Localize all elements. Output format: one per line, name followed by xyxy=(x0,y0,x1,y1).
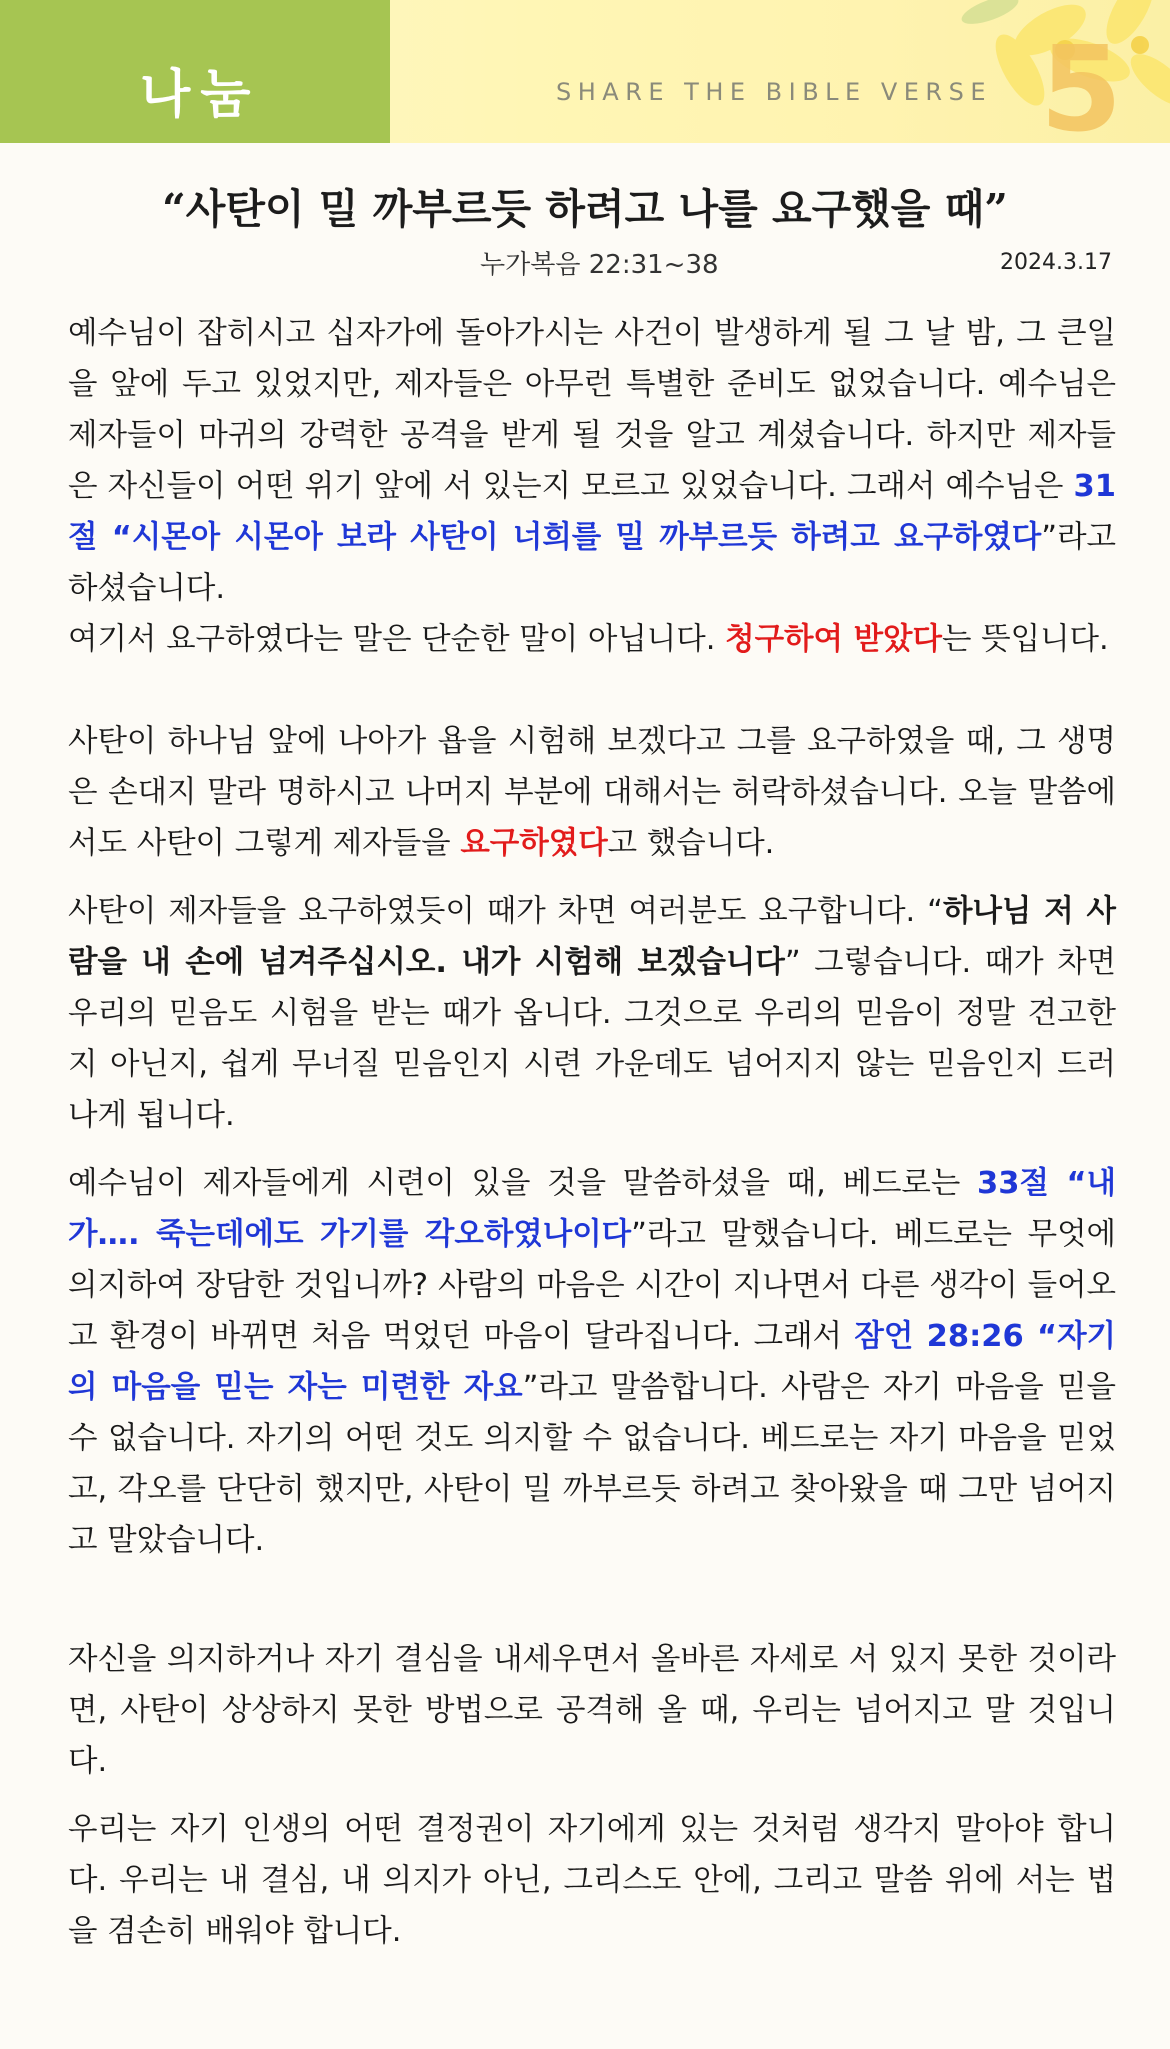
paragraph-3 xyxy=(68,716,1116,869)
emphasis-text: 청구하여 받았다 xyxy=(725,622,942,657)
paragraph-6 xyxy=(68,1634,1116,1787)
paragraph-text: 는 뜻입니다. xyxy=(941,622,1109,657)
paragraph-7 xyxy=(68,1804,1116,1957)
verse-quote: 33절 “내가…. 죽는데에도 가기를 각오하였나이다 xyxy=(68,1166,1116,1252)
paragraph-2 xyxy=(68,614,1116,665)
paragraph-text: 예수님이 잡히시고 십자가에 돌아가시는 사건이 발생하게 될 그 날 밤, 그 큰일을 앞에 두고 있었지만, 제자들은 아무런 특별한 준비도 없었습니다. 예수님은 제자들이 마귀의 강력한 공격을 받게 될 것을 알고 계셨습니다. 하지만 제자들은 자신들이 어떤 위기 앞에 서 있는지 모르고 있었습니다. 그래서 예수님은 xyxy=(68,316,1116,504)
section-tag: 나눔 xyxy=(0,0,390,143)
section-subtitle: SHARE THE BIBLE VERSE xyxy=(556,78,992,106)
paragraph-text: 예수님이 제자들에게 시련이 있을 것을 말씀하셨을 때, 베드로는 xyxy=(68,1166,977,1201)
paragraph-text: ”라고 말했습니다. 베드로는 무엇에 의지하여 장담한 것입니까? 사람의 마음은 시간이 지나면서 다른 생각이 들어오고 환경이 바뀌면 처음 먹었던 마음이 달라집니다. 그래서 xyxy=(68,1217,1116,1354)
header-banner xyxy=(0,0,1170,143)
paragraph-text: 사탄이 제자들을 요구하였듯이 때가 차면 여러분도 요구합니다. “ xyxy=(68,894,943,929)
sermon-date: 2024.3.17 xyxy=(1000,250,1112,275)
paragraph-text: 자신을 의지하거나 자기 결심을 내세우면서 올바른 자세로 서 있지 못한 것이라면, 사탄이 상상하지 못한 방법으로 공격해 올 때, 우리는 넘어지고 말 것입니다. xyxy=(68,1642,1116,1779)
bold-quote: 하나님 저 사람을 내 손에 넘겨주십시오. 내가 시험해 보겠습니다 xyxy=(68,894,1116,980)
verse-quote: 잠언 28:26 “자기의 마음을 믿는 자는 미련한 자요 xyxy=(68,1319,1116,1405)
issue-number: 5 xyxy=(1040,20,1123,143)
flower-icon xyxy=(900,0,1170,143)
paragraph-4 xyxy=(68,886,1116,1141)
verse-quote: 31절 “시몬아 시몬아 보라 사탄이 너희를 밀 까부르듯 하려고 요구하였다 xyxy=(68,469,1116,555)
paragraph-text: 여기서 요구하였다는 말은 단순한 말이 아닙니다. xyxy=(68,622,726,657)
paragraph-1 xyxy=(68,308,1116,614)
paragraph-text: 우리는 자기 인생의 어떤 결정권이 자기에게 있는 것처럼 생각지 말아야 합니다. 우리는 내 결심, 내 의지가 아닌, 그리스도 안에, 그리고 말씀 위에 서는 법을 겸손히 배워야 합니다. xyxy=(68,1812,1116,1949)
paragraph-text: ”라고 하셨습니다. xyxy=(68,520,1116,606)
paragraph-text: ”라고 말씀합니다. 사람은 자기 마음을 믿을 수 없습니다. 자기의 어떤 것도 의지할 수 없습니다. 베드로는 자기 마음을 믿었고, 각오를 단단히 했지만, 사탄이 밀 까부르듯 하려고 찾아왔을 때 그만 넘어지고 말았습니다. xyxy=(68,1370,1116,1558)
paragraph-5 xyxy=(68,1158,1116,1566)
sermon-title: “사탄이 밀 까부르듯 하려고 나를 요구했을 때” xyxy=(162,185,1008,233)
emphasis-text: 요구하였다 xyxy=(460,826,608,861)
paragraph-text: 사탄이 하나님 앞에 나아가 욥을 시험해 보겠다고 그를 요구하였을 때, 그 생명은 손대지 말라 명하시고 나머지 부분에 대해서는 허락하셨습니다. 오늘 말씀에서도 사탄이 그렇게 제자들을 xyxy=(68,724,1116,861)
paragraph-text: 고 했습니다. xyxy=(607,826,775,861)
paragraph-text: ” 그렇습니다. 때가 차면 우리의 믿음도 시험을 받는 때가 옵니다. 그것으로 우리의 믿음이 정말 견고한지 아닌지, 쉽게 무너질 믿음인지 시련 가운데도 넘어지지 않는 믿음인지 드러나게 됩니다. xyxy=(68,945,1116,1133)
scripture-reference: 누가복음 22:31~38 xyxy=(480,250,719,280)
